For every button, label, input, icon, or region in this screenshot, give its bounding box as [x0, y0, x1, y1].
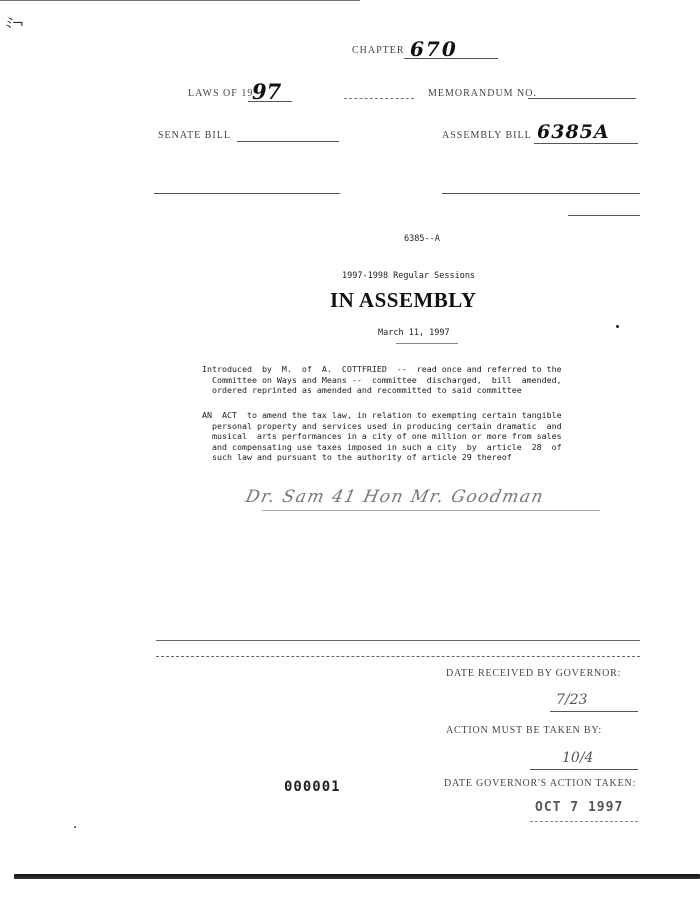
separator-rule-2 [156, 656, 640, 657]
introduced-line: ordered reprinted as amended and recommitted to said committee [202, 385, 522, 395]
date-received-label: DATE RECEIVED BY GOVERNOR: [446, 668, 622, 679]
page-number: 000001 [284, 779, 341, 795]
corner-mark: ﾐ¬ [4, 14, 25, 32]
bill-number: 6385--A [404, 234, 440, 244]
bill-date: March 11, 1997 [378, 328, 450, 338]
introduced-line: Committee on Ways and Means -- committee discharged, bill amended, [202, 374, 562, 385]
separator-rule-1 [156, 640, 640, 641]
signature: Dr. Sam 41 Hon Mr. Goodman [243, 487, 547, 507]
action-must-label: ACTION MUST BE TAKEN BY: [446, 725, 603, 736]
act-line: such law and pursuant to the authority of article 29 thereof [202, 452, 512, 462]
chapter-label: CHAPTER [352, 45, 405, 56]
laws-dash-line [344, 98, 414, 99]
act-paragraph [202, 410, 562, 463]
signature-underline [262, 510, 600, 511]
blank-line-right [442, 193, 640, 194]
act-line: AN ACT to amend the tax law, in relation to exempting certain tangible [202, 410, 562, 420]
introduced-paragraph [202, 364, 562, 396]
introduced-line: Introduced by M. of A. COTTFRIED -- read once and referred to the [202, 364, 562, 374]
date-received-line [550, 711, 638, 712]
assembly-bill-value: 6385A [537, 121, 610, 143]
top-rule [0, 0, 360, 1]
laws-line [248, 101, 292, 102]
blank-line-short [568, 215, 640, 216]
senate-bill-label: SENATE BILL [158, 130, 231, 141]
chapter-line [404, 58, 498, 59]
act-line: personal property and services used in producing certain dramatic and [202, 420, 562, 431]
stray-dot [616, 325, 619, 328]
action-taken-line [530, 821, 638, 822]
action-taken-stamp: OCT 7 1997 [535, 800, 624, 815]
laws-year: 97 [252, 79, 282, 104]
stray-dot [74, 826, 76, 828]
act-line: musical arts performances in a city of one million or more from sales [202, 431, 562, 441]
session-label: 1997-1998 Regular Sessions [342, 271, 476, 281]
action-taken-label: DATE GOVERNOR'S ACTION TAKEN: [444, 778, 637, 789]
chamber-title: IN ASSEMBLY [330, 288, 477, 312]
action-must-line [530, 769, 638, 770]
chapter-value: 670 [410, 37, 458, 61]
blank-line-left [154, 193, 340, 194]
action-must-value: 10/4 [562, 750, 594, 766]
date-rule [396, 343, 458, 344]
assembly-bill-line [534, 143, 638, 144]
bottom-scan-edge [14, 874, 700, 879]
memo-label: MEMORANDUM NO. [428, 88, 538, 99]
date-received-value: 7/23 [556, 692, 588, 708]
memo-line [528, 98, 636, 99]
senate-bill-line [237, 141, 339, 142]
act-line: and compensating use taxes imposed in such a city by article 28 of [202, 441, 562, 452]
laws-label: LAWS OF 19 [188, 88, 254, 99]
assembly-bill-label: ASSEMBLY BILL [442, 130, 532, 141]
